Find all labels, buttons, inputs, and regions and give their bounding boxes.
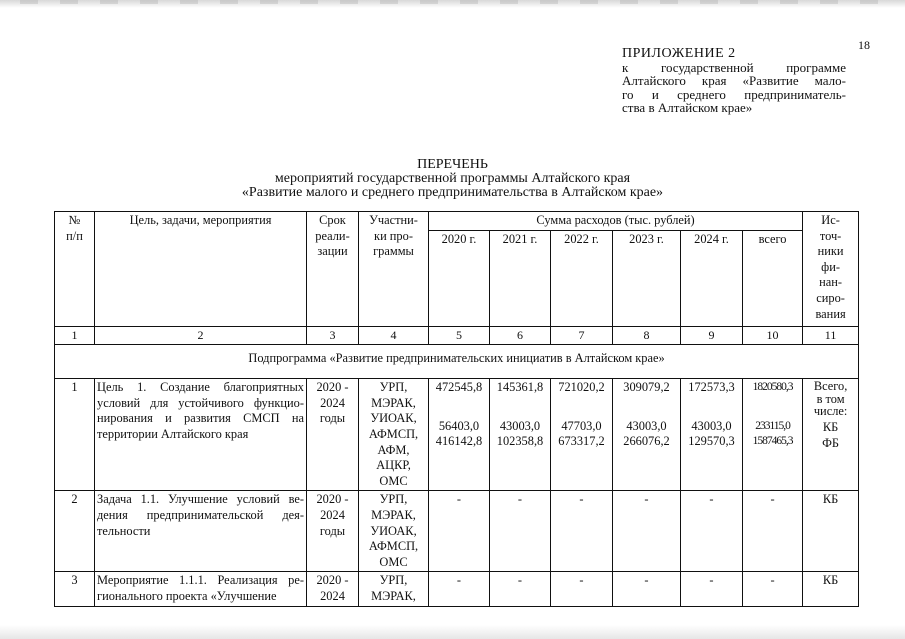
table-row [55, 572, 859, 606]
value-fb: 129570,3 [688, 434, 735, 449]
header-year: 2021 г. [490, 230, 551, 326]
column-number: 10 [743, 326, 803, 345]
row-value-2024: - [681, 491, 743, 572]
row-value-2021: - [490, 572, 551, 606]
row-term: 2020 - 2024 [307, 572, 359, 606]
column-number: 11 [803, 326, 859, 345]
value-total: 172573,3 [688, 380, 735, 395]
row-source: КБ [803, 491, 859, 572]
row-term: 2020 - 2024 годы [307, 491, 359, 572]
header-term: Срок реали- зации [307, 212, 359, 327]
subprogram-row [55, 345, 859, 379]
appendix-line: ства в Алтайском крае» [622, 100, 753, 115]
value-total: 309079,2 [623, 380, 670, 395]
appendix-line: к государственной программе [622, 59, 846, 75]
document-subtitle-line2: «Развитие малого и среднего предпринимательства в Алтайском крае» [241, 185, 664, 200]
column-number: 5 [429, 326, 490, 345]
row-value-2020: - [429, 491, 490, 572]
appendix-line: го и среднего предприниматель- [622, 86, 846, 102]
value-kb: 47703,0 [561, 418, 602, 433]
header-goal: Цель, задачи, мероприятия [95, 212, 307, 327]
column-number: 3 [307, 326, 359, 345]
column-number: 9 [681, 326, 743, 345]
source-total: Всего, в том числе: [813, 379, 848, 419]
appendix-line: Алтайского края «Развитие мало- [622, 73, 846, 88]
value-kb: 56403,0 [438, 418, 480, 433]
column-number: 4 [359, 326, 429, 345]
value-total: 721020,2 [558, 380, 605, 395]
row-number: 3 [55, 572, 95, 606]
row-value-2020: - [429, 572, 490, 606]
document-subtitle-line1: мероприятий государственной программы Алтайского края [274, 171, 631, 186]
row-value-2022: - [551, 491, 613, 572]
row-sources [803, 379, 859, 491]
page-number: 18 [858, 38, 870, 52]
row-value-2024 [681, 379, 743, 491]
table-row [55, 379, 859, 491]
header-year: 2020 г. [429, 230, 490, 326]
row-term: 2020 - 2024 годы [307, 379, 359, 491]
row-participants: УРП, МЭРАК, [359, 572, 429, 606]
row-text: Мероприятие 1.1.1. Реализация ре-гионального проекта «Улучшение [95, 572, 307, 606]
row-number: 2 [55, 491, 95, 572]
row-value-2023: - [613, 572, 681, 606]
header-num: № п/п [55, 212, 95, 327]
header-expenses: Сумма расходов (тыс. рублей) [429, 212, 803, 231]
source-kb: КБ [822, 419, 839, 434]
row-participants: УРП, МЭРАК, УИОАК, АФМСП, АФМ, АЦКР, ОМС [359, 379, 429, 491]
header-participants: Участни- ки про- граммы [359, 212, 429, 327]
value-total: 145361,8 [496, 380, 544, 395]
document-title: ПЕРЕЧЕНЬ [417, 157, 488, 172]
column-number-row [55, 326, 859, 345]
value-fb: 102358,8 [496, 434, 544, 449]
value-fb: 266076,2 [623, 434, 670, 449]
column-number: 1 [55, 326, 95, 345]
row-source: КБ [803, 572, 859, 606]
column-number: 6 [490, 326, 551, 345]
row-value-2023 [613, 379, 681, 491]
value-kb: 43003,0 [626, 418, 667, 433]
value-fb: 1587465,3 [752, 435, 793, 448]
scan-artifact-marks [20, 0, 880, 4]
column-number: 7 [551, 326, 613, 345]
row-value-total: - [743, 572, 803, 606]
table-row [55, 491, 859, 572]
value-total: 472545,8 [435, 380, 483, 395]
appendix-title: ПРИЛОЖЕНИЕ 2 [622, 46, 736, 61]
value-kb: 43003,0 [691, 418, 732, 433]
source-fb: ФБ [822, 435, 840, 450]
row-value-2020 [429, 379, 490, 491]
measures-table [54, 211, 859, 607]
header-year: 2022 г. [551, 230, 613, 326]
appendix-block [622, 47, 846, 115]
row-value-2022: - [551, 572, 613, 606]
value-kb: 43003,0 [499, 418, 541, 433]
row-number: 1 [55, 379, 95, 491]
row-value-total: - [743, 491, 803, 572]
row-value-2024: - [681, 572, 743, 606]
header-year: 2024 г. [681, 230, 743, 326]
value-kb: 233115,0 [755, 419, 790, 432]
subprogram-title: Подпрограмма «Развитие предпринимательских инициатив в Алтайском крае» [55, 345, 859, 379]
row-value-2021 [490, 379, 551, 491]
column-number: 2 [95, 326, 307, 345]
scan-bottom-edge [0, 625, 905, 639]
row-value-2023: - [613, 491, 681, 572]
header-row [55, 212, 859, 231]
header-source: Ис- точ- ники фи- нан- сиро- вания [803, 212, 859, 327]
header-year: 2023 г. [613, 230, 681, 326]
row-text: Цель 1. Создание благоприятных условий для устойчивого функцио-нирования и развития СМСП на территории Алтайского края [95, 379, 307, 491]
value-total: 1820580,3 [752, 381, 793, 394]
row-value-2021: - [490, 491, 551, 572]
row-participants: УРП, МЭРАК, УИОАК, АФМСП, ОМС [359, 491, 429, 572]
row-text: Задача 1.1. Улучшение условий ве-дения предпринимательской дея-тельности [95, 491, 307, 572]
value-fb: 673317,2 [558, 434, 605, 449]
value-fb: 416142,8 [435, 434, 483, 449]
row-value-2022 [551, 379, 613, 491]
column-number: 8 [613, 326, 681, 345]
header-total: всего [743, 230, 803, 326]
row-value-total [743, 379, 803, 491]
